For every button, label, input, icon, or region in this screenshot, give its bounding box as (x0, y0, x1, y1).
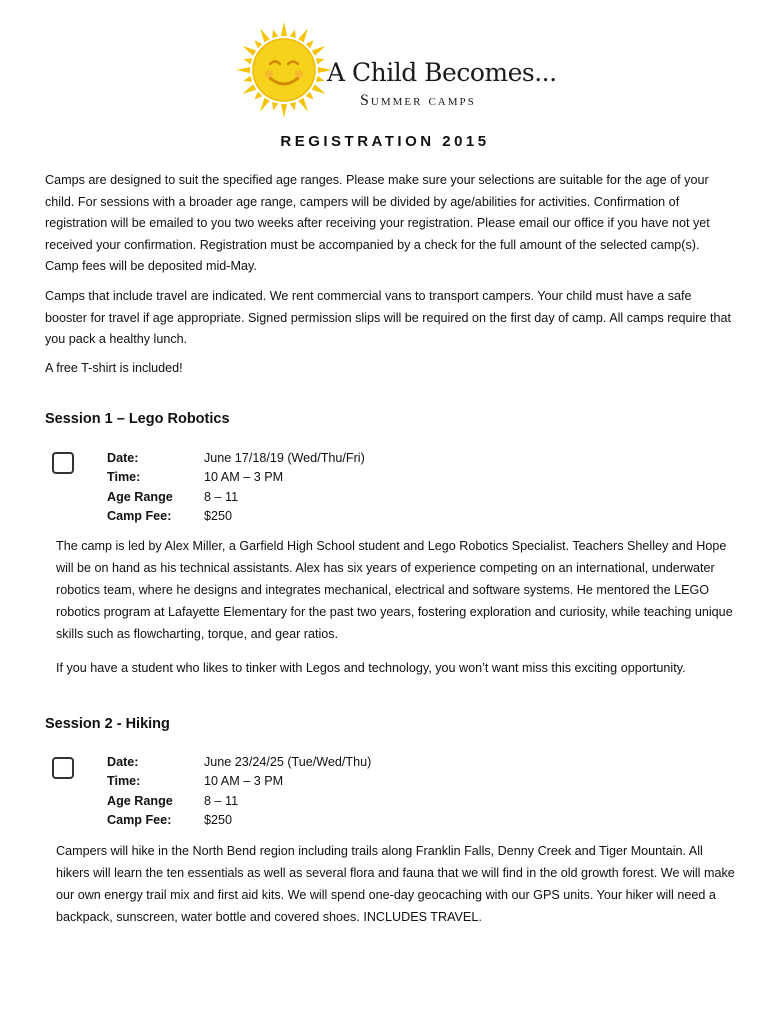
session-1-description: The camp is led by Alex Miller, a Garfield High School student and Lego Robotics Specialist. Teachers Shelley and Hope will be on hand as his technical assistants. Alex has six years of experience competing on an international, underwater robotics team, where he designs and integrates mechanical, electrical and software systems. He mentored the LEGO robotics program at Lafayette Elementary for the past two years, fostering exploration and curiosity, while teaching unique skills such as flowcharting, torque, and gear ratios. (56, 539, 733, 641)
session-1-title: Session 1 – Lego Robotics (45, 411, 230, 427)
sun-ray (254, 40, 262, 48)
sun-ray (290, 29, 296, 38)
session-2-description: Campers will hike in the North Bend region including trails along Franklin Falls, Denny Creek and Tiger Mountain. All hikers will learn the ten essentials as well as several flora and fauna that we will find in the old growth forest. We will make our own energy trail mix and first aid kits. We will spend one-day geocaching with our GPS units. Your hiker will need a backpack, sunscreen, water bottle and covered shoes. INCLUDES TRAVEL. (56, 844, 735, 924)
logo (232, 18, 557, 118)
session-1-checkbox[interactable] (52, 452, 74, 474)
page-title: REGISTRATION 2015 (280, 133, 490, 150)
age-range-value: 8 – 11 (204, 793, 239, 808)
sun-ray (243, 76, 252, 82)
age-range-value: 8 – 11 (204, 489, 239, 504)
sun-ray (316, 58, 325, 64)
time-label: Time: (107, 470, 141, 485)
session-1-note: If you have a student who likes to tinker with Legos and technology, you won’t want miss this exciting opportunity. (56, 661, 686, 675)
camp-fee-value: $250 (204, 812, 233, 827)
camp-fee-label: Camp Fee: (107, 812, 172, 827)
camp-fee-value: $250 (204, 508, 233, 523)
sun-ray (290, 102, 296, 111)
sun-ray (254, 92, 262, 100)
session-1-details (107, 449, 365, 526)
sun-ray (242, 46, 256, 56)
sun-ray (243, 58, 252, 64)
date-value: June 23/24/25 (Tue/Wed/Thu) (204, 755, 372, 769)
sun-ray (260, 98, 270, 112)
brand-subtitle: Summer camps (360, 92, 476, 109)
sun-ray (298, 98, 308, 112)
intro-paragraph-3: A free T-shirt is included! (45, 361, 183, 375)
time-label: Time: (107, 774, 141, 789)
sun-ray (306, 92, 314, 100)
time-value: 10 AM – 3 PM (204, 470, 284, 485)
sun-ray (306, 40, 314, 48)
date-value: June 17/18/19 (Wed/Thu/Fri) (204, 451, 365, 465)
sun-ray (281, 22, 287, 36)
age-range-label: Age Range (107, 793, 173, 808)
sun-ray (260, 28, 270, 42)
sun-ray (272, 102, 278, 111)
sun-ray (242, 84, 256, 94)
age-range-label: Age Range (107, 489, 173, 504)
sun-ray (298, 28, 308, 42)
sun-ray (312, 46, 326, 56)
sun-ray (281, 104, 287, 118)
session-2-title: Session 2 - Hiking (45, 716, 170, 732)
session-2-details (107, 753, 371, 830)
date-label: Date: (107, 755, 139, 769)
brand-name: A Child Becomes... (327, 58, 557, 87)
sun-ray (272, 29, 278, 38)
date-label: Date: (107, 451, 139, 465)
sun-ray (316, 76, 325, 82)
sun-ray (236, 67, 250, 73)
session-2-checkbox[interactable] (52, 757, 74, 779)
time-value: 10 AM – 3 PM (204, 774, 284, 789)
camp-fee-label: Camp Fee: (107, 508, 172, 523)
sun-ray (312, 84, 326, 94)
intro-paragraph-1: Camps are designed to suit the specified age ranges. Please make sure your selections are suitable for the age of your child. For sessions with a broader age range, campers will be divided by age/abilities for activities. Confirmation of registration will be emailed to you two weeks after receiving your registration. Please email our office if you have not yet received your confirmation. Registration must be accompanied by a check for the full amount of the selected camp(s). Camp fees will be deposited mid-May. (45, 173, 710, 273)
intro-paragraph-2: Camps that include travel are indicated. We rent commercial vans to transport campers. Your child must have a safe booster for travel if age appropriate. Signed permission slips will be required on the first day of camp. All camps require that you pack a healthy lunch. (45, 289, 732, 346)
